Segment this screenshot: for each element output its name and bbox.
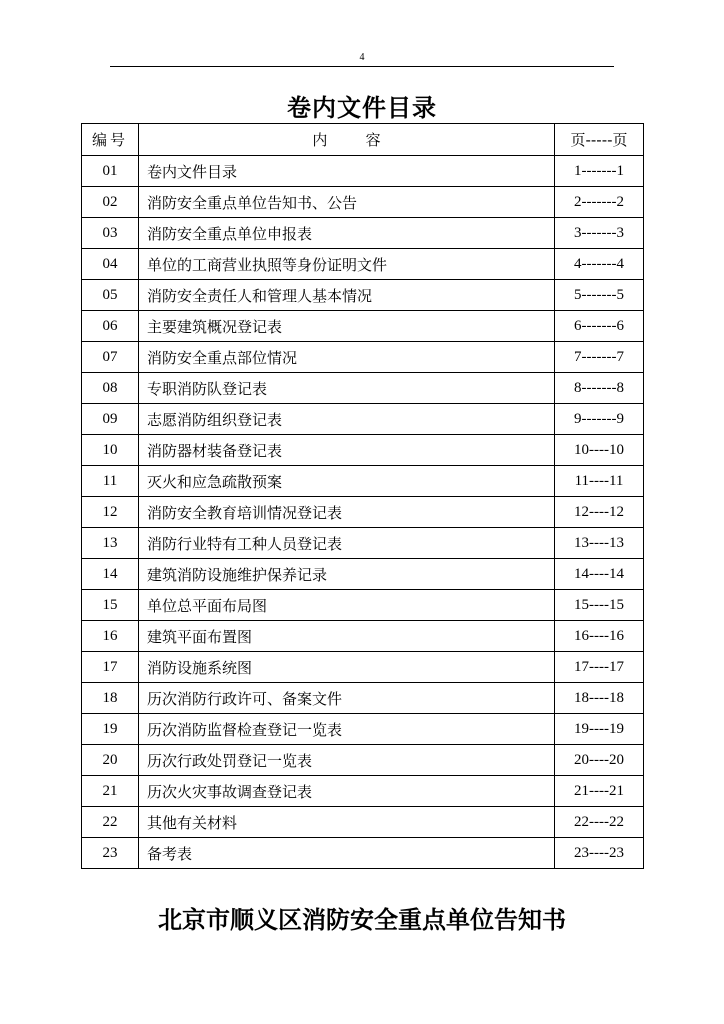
row-content: 历次消防行政许可、备案文件 — [139, 683, 555, 714]
row-content: 消防设施系统图 — [139, 652, 555, 683]
row-content: 主要建筑概况登记表 — [139, 311, 555, 342]
row-number: 11 — [82, 466, 139, 497]
row-content: 历次火灾事故调查登记表 — [139, 776, 555, 807]
table-row — [82, 466, 644, 497]
row-pages: 2-------2 — [555, 187, 644, 218]
table-row — [82, 404, 644, 435]
table-row — [82, 435, 644, 466]
row-pages: 12----12 — [555, 497, 644, 528]
row-number: 16 — [82, 621, 139, 652]
page-number: 4 — [359, 52, 365, 63]
table-row — [82, 590, 644, 621]
row-number: 13 — [82, 528, 139, 559]
row-content: 历次行政处罚登记一览表 — [139, 745, 555, 776]
row-number: 23 — [82, 838, 139, 869]
row-content: 消防安全重点部位情况 — [139, 342, 555, 373]
row-pages: 22----22 — [555, 807, 644, 838]
row-pages: 10----10 — [555, 435, 644, 466]
row-content: 消防行业特有工种人员登记表 — [139, 528, 555, 559]
table-row — [82, 373, 644, 404]
table-row — [82, 156, 644, 187]
row-pages: 23----23 — [555, 838, 644, 869]
row-number: 18 — [82, 683, 139, 714]
table-row — [82, 528, 644, 559]
row-number: 20 — [82, 745, 139, 776]
table-row — [82, 497, 644, 528]
row-content: 消防安全责任人和管理人基本情况 — [139, 280, 555, 311]
row-pages: 11----11 — [555, 466, 644, 497]
row-number: 19 — [82, 714, 139, 745]
header-pages: 页-----页 — [555, 124, 644, 156]
row-content: 志愿消防组织登记表 — [139, 404, 555, 435]
row-number: 01 — [82, 156, 139, 187]
row-content: 单位总平面布局图 — [139, 590, 555, 621]
row-pages: 18----18 — [555, 683, 644, 714]
row-content: 卷内文件目录 — [139, 156, 555, 187]
row-pages: 20----20 — [555, 745, 644, 776]
row-content: 消防安全重点单位告知书、公告 — [139, 187, 555, 218]
table-row — [82, 342, 644, 373]
table-row — [82, 187, 644, 218]
table-row — [82, 838, 644, 869]
row-number: 22 — [82, 807, 139, 838]
row-pages: 13----13 — [555, 528, 644, 559]
row-number: 02 — [82, 187, 139, 218]
table-row — [82, 745, 644, 776]
row-pages: 1-------1 — [555, 156, 644, 187]
row-pages: 21----21 — [555, 776, 644, 807]
row-number: 12 — [82, 497, 139, 528]
table-header-row — [82, 124, 644, 156]
row-content: 备考表 — [139, 838, 555, 869]
row-pages: 16----16 — [555, 621, 644, 652]
toc-body — [82, 156, 644, 869]
row-number: 06 — [82, 311, 139, 342]
table-row — [82, 714, 644, 745]
row-content: 建筑平面布置图 — [139, 621, 555, 652]
row-number: 15 — [82, 590, 139, 621]
row-content: 单位的工商营业执照等身份证明文件 — [139, 249, 555, 280]
table-row — [82, 776, 644, 807]
row-content: 专职消防队登记表 — [139, 373, 555, 404]
table-row — [82, 218, 644, 249]
header-content — [139, 124, 555, 156]
row-pages: 15----15 — [555, 590, 644, 621]
row-number: 21 — [82, 776, 139, 807]
row-number: 04 — [82, 249, 139, 280]
row-number: 10 — [82, 435, 139, 466]
row-content: 灭火和应急疏散预案 — [139, 466, 555, 497]
row-number: 17 — [82, 652, 139, 683]
row-pages: 3-------3 — [555, 218, 644, 249]
row-content: 历次消防监督检查登记一览表 — [139, 714, 555, 745]
table-row — [82, 311, 644, 342]
row-pages: 14----14 — [555, 559, 644, 590]
row-content: 消防安全教育培训情况登记表 — [139, 497, 555, 528]
table-row — [82, 621, 644, 652]
row-pages: 7-------7 — [555, 342, 644, 373]
row-number: 03 — [82, 218, 139, 249]
header-rule — [110, 66, 614, 67]
row-content: 其他有关材料 — [139, 807, 555, 838]
table-row — [82, 559, 644, 590]
toc-table — [81, 123, 644, 869]
table-row — [82, 683, 644, 714]
header-content-label: 内 容 — [312, 131, 381, 149]
header-number: 编号 — [82, 124, 139, 156]
row-pages: 5-------5 — [555, 280, 644, 311]
table-row — [82, 280, 644, 311]
notice-title: 北京市顺义区消防安全重点单位告知书 — [158, 906, 566, 934]
row-number: 07 — [82, 342, 139, 373]
row-pages: 6-------6 — [555, 311, 644, 342]
row-pages: 4-------4 — [555, 249, 644, 280]
table-row — [82, 807, 644, 838]
row-number: 05 — [82, 280, 139, 311]
row-pages: 9-------9 — [555, 404, 644, 435]
row-number: 08 — [82, 373, 139, 404]
row-content: 消防器材装备登记表 — [139, 435, 555, 466]
row-content: 消防安全重点单位申报表 — [139, 218, 555, 249]
row-content: 建筑消防设施维护保养记录 — [139, 559, 555, 590]
row-number: 09 — [82, 404, 139, 435]
table-row — [82, 249, 644, 280]
row-pages: 17----17 — [555, 652, 644, 683]
toc-title: 卷内文件目录 — [287, 94, 437, 122]
table-row — [82, 652, 644, 683]
row-pages: 8-------8 — [555, 373, 644, 404]
row-number: 14 — [82, 559, 139, 590]
row-pages: 19----19 — [555, 714, 644, 745]
